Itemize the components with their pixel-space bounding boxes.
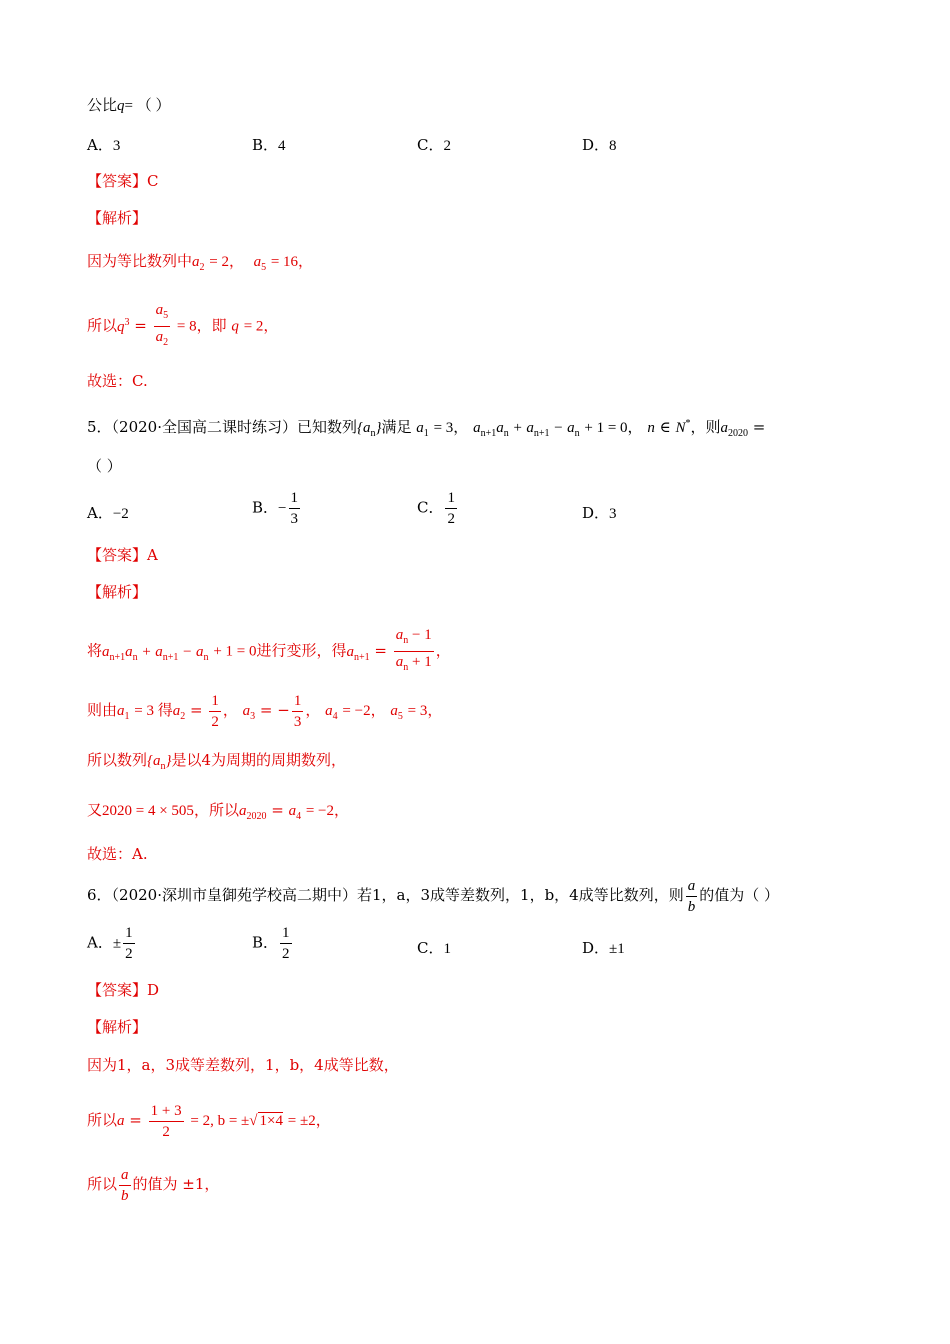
q6-analysis-title: 【解析】: [87, 1018, 148, 1036]
option-d: D．±1: [582, 939, 625, 957]
q5-solution-line-3: 所以数列$\{a_n\}$是以4为周期的周期数列，: [87, 751, 347, 772]
option-d: D．3: [582, 504, 617, 522]
q5-solution-line-1: 将$a_{n+1}a_n + a_{n+1} - a_n + 1 = 0$进行变形，得$a_{n+1}$ = $\frac{a_n - 1}{a_n + 1}$ ，: [87, 625, 451, 680]
q4-solution-line-2: 所以$q^3$ = $\frac{a_5}{a_2}$ = 8，即 q = 2，: [87, 300, 278, 353]
option-b: B．4: [252, 136, 286, 154]
option-a: A．± $\frac{1}{2}$: [87, 925, 133, 962]
q6-stem: 6．（2020·深圳市皇御苑学校高二期中）若1，a，3成等差数列，1，b，4成等比数列，则 $\frac{a}{b}$ 的值为（ ）: [87, 877, 779, 915]
q5-conclusion: 故选：A.: [87, 845, 148, 863]
q6-answer: 【答案】D: [87, 981, 160, 999]
sqrt-radicand: 1×4: [259, 1113, 283, 1129]
q6-solution-line-1: 因为1，a，3成等差数列，1，b，4成等比数，: [87, 1056, 399, 1074]
option-b: B．− $\frac{1}{3}$: [252, 490, 298, 527]
var-q: q: [117, 98, 125, 114]
q4-solution-line-1: 因为等比数列中$a_2 = 2$， $a_5 = 16$，: [87, 252, 314, 273]
option-d: D．8: [582, 136, 617, 154]
fraction-one-half: $\frac{1}{2}$: [125, 925, 133, 962]
q5-solution-line-2: 则由$a_1 = 3$ 得$a_2$ = $\frac{1}{2}$ ， $a_3$ = − $\frac{1}{3}$ ， $a_4 = -2$， $a_5 = 3$，: [87, 692, 443, 730]
q5-blank: （ ）: [87, 457, 122, 475]
fraction-one-third: $\frac{1}{3}$: [290, 490, 298, 527]
q4-conclusion: 故选：C.: [87, 372, 148, 390]
fraction-one-half: $\frac{1}{2}$: [447, 490, 455, 527]
option-b: B． $\frac{1}{2}$: [252, 925, 290, 962]
q4-answer: 【答案】C: [87, 172, 159, 190]
option-c: C． $\frac{1}{2}$: [417, 490, 455, 527]
fraction-mean: $\frac{1 + 3}{2}$: [150, 1102, 182, 1140]
option-c: C．1: [417, 939, 451, 957]
fraction-a-over-b: $\frac{a}{b}$: [687, 877, 696, 915]
fraction-recurrence: $\frac{a_n - 1}{a_n + 1}$: [395, 627, 432, 673]
option-c: C．2: [417, 136, 451, 154]
q5-solution-line-4: 又2020 = 4 × 505，所以$a_{2020} = a_4 = -2$，: [87, 801, 350, 822]
fraction-a-over-b: $\frac{a}{b}$: [121, 1166, 129, 1204]
q5-stem: 5．（2020·全国高二课时练习）已知数列$\{a_n\}$满足 $a_1 = 3$， $a_{n+1}a_n + a_{n+1} - a_n + 1 = 0$， n ∈ N*，则$a_{2020}$ =: [87, 418, 766, 439]
fraction-a3-value: $\frac{1}{3}$: [293, 692, 302, 730]
q4-analysis-title: 【解析】: [87, 209, 148, 227]
q5-answer: 【答案】A: [87, 546, 158, 564]
fraction-a5-over-a2: $\frac{a_5}{a_2}$: [155, 302, 169, 348]
fraction-a2-value: $\frac{1}{2}$: [211, 692, 219, 730]
option-a: A．−2: [87, 504, 129, 522]
option-a: A．3: [87, 136, 121, 154]
q6-solution-line-2: 所以a = $\frac{1 + 3}{2}$ = 2, b = ±√ 1×4 = ±2，: [87, 1102, 331, 1140]
fraction-one-half: $\frac{1}{2}$: [282, 925, 290, 962]
q5-analysis-title: 【解析】: [87, 583, 148, 601]
q6-solution-line-3: 所以 $\frac{a}{b}$ 的值为 ±1，: [87, 1166, 220, 1204]
q4-stem: 公比q= （ ）: [87, 96, 171, 114]
